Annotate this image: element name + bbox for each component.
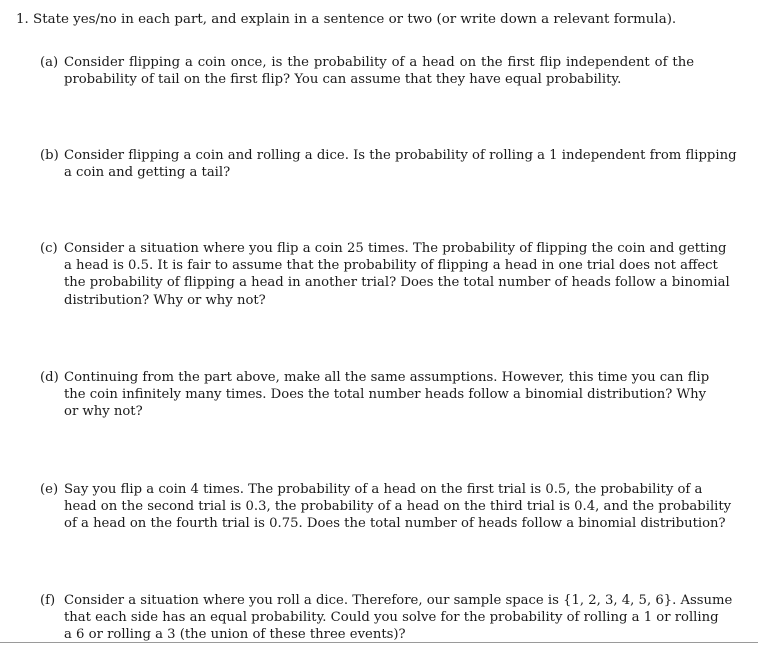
- part-f-label: (f): [40, 593, 56, 608]
- part-a-label: (a): [40, 55, 59, 70]
- part-c-label: (c): [40, 241, 58, 256]
- question-header: 1. State yes/no in each part, and explain in a sentence or two (or write down a relevant formula).: [16, 12, 677, 27]
- part-b-label: (b): [40, 148, 59, 163]
- part-e: [40, 481, 732, 533]
- part-b-text: [64, 147, 737, 181]
- part-e-text: [64, 481, 732, 533]
- part-e-line-1: Say you flip a coin 4 times. The probability of a head on the first trial is 0.5, the probability of a: [64, 482, 703, 497]
- part-c-line-2: a head is 0.5. It is fair to assume that the probability of flipping a head in one trial does not affect: [64, 258, 718, 274]
- part-f-line-2: that each side has an equal probability. Could you solve for the probability of rolling a 1 or rolling: [64, 610, 719, 626]
- part-a: [40, 54, 694, 88]
- part-f-text: [64, 592, 733, 644]
- part-b-line-2: a coin and getting a tail?: [64, 165, 231, 181]
- part-b-line-1: Consider flipping a coin and rolling a dice. Is the probability of rolling a 1 independent from flipping: [64, 148, 737, 163]
- part-f-line-1: Consider a situation where you roll a dice. Therefore, our sample space is {1, 2, 3, 4, 5, 6}. Assume: [64, 593, 733, 608]
- part-a-line-2: probability of tail on the first flip? You can assume that they have equal probability.: [64, 72, 622, 88]
- part-d: [40, 369, 710, 421]
- part-a-line-1: Consider flipping a coin once, is the probability of a head on the first flip independent of the: [64, 55, 694, 70]
- bottom-divider: [0, 642, 758, 643]
- part-c-line-3: the probability of flipping a head in another trial? Does the total number of heads follow a binomial: [64, 275, 730, 291]
- part-d-label: (d): [40, 370, 59, 385]
- part-e-line-3: of a head on the fourth trial is 0.75. Does the total number of heads follow a binomial distribution?: [64, 516, 726, 532]
- part-b: [40, 147, 737, 181]
- part-e-label: (e): [40, 482, 59, 497]
- part-c-text: [64, 240, 730, 309]
- part-d-text: [64, 369, 710, 421]
- part-c-line-1: Consider a situation where you flip a coin 25 times. The probability of flipping the coin and getting: [64, 241, 727, 256]
- part-f: [40, 592, 733, 644]
- part-c-line-4: distribution? Why or why not?: [64, 292, 266, 308]
- part-d-line-2: the coin infinitely many times. Does the total number heads follow a binomial distribution? Why: [64, 387, 707, 403]
- part-d-line-3: or why not?: [64, 404, 143, 420]
- part-f-line-3: a 6 or rolling a 3 (the union of these three events)?: [64, 627, 406, 643]
- part-a-text: [64, 54, 694, 88]
- part-d-line-1: Continuing from the part above, make all the same assumptions. However, this time you can flip: [64, 370, 710, 385]
- part-c: [40, 240, 730, 309]
- part-e-line-2: head on the second trial is 0.3, the probability of a head on the third trial is 0.4, and the probability: [64, 499, 732, 515]
